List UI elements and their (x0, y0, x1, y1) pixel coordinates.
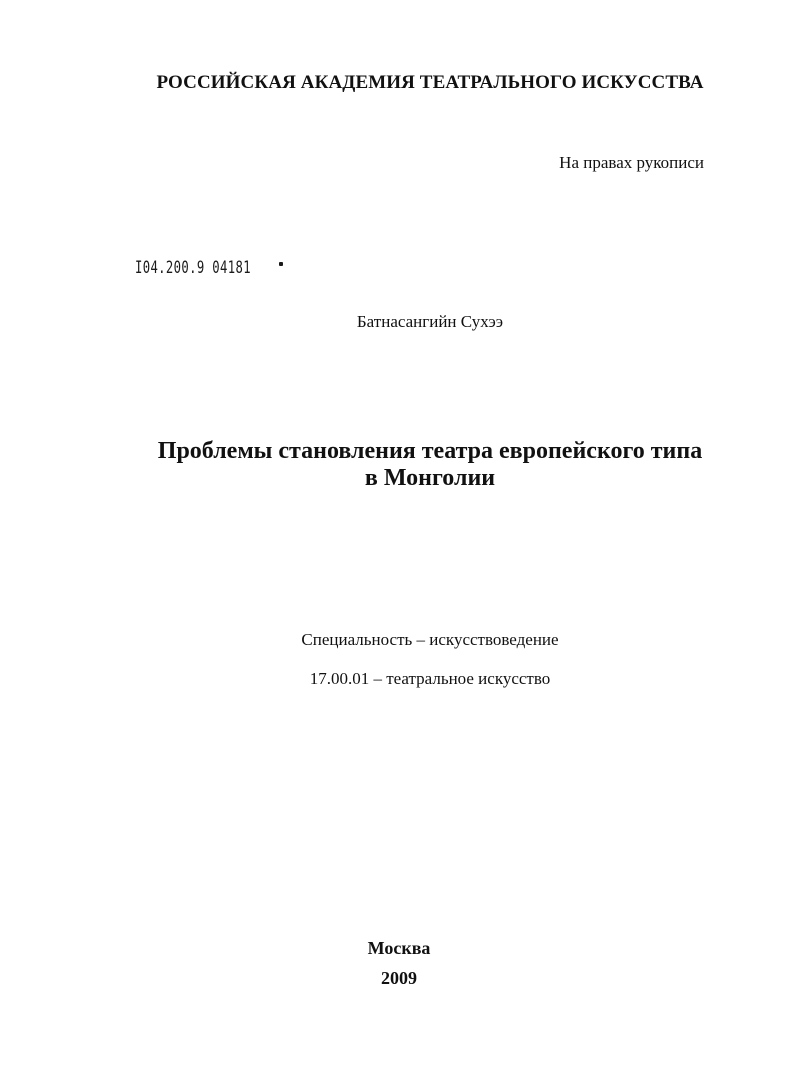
city: Москва (367, 938, 431, 958)
year: 2009 (381, 968, 417, 988)
archive-number: I04.200.9 04181 (135, 258, 251, 278)
institution-name: РОССИЙСКАЯ АКАДЕМИЯ ТЕАТРАЛЬНОГО ИСКУССТВА (156, 72, 704, 93)
rights-note: На правах рукописи (559, 153, 704, 172)
thesis-title-line-2: в Монголии (364, 465, 496, 491)
author-name: Батнасангийн Сухээ (356, 312, 504, 331)
thesis-title-line-1: Проблемы становления театра европейского типа (157, 438, 703, 464)
specialty-field: Специальность – искусствоведение (301, 630, 559, 649)
thesis-title (0, 438, 797, 492)
archive-stamp-mark (279, 262, 283, 266)
specialty-code: 17.00.01 – театральное искусство (309, 669, 551, 688)
